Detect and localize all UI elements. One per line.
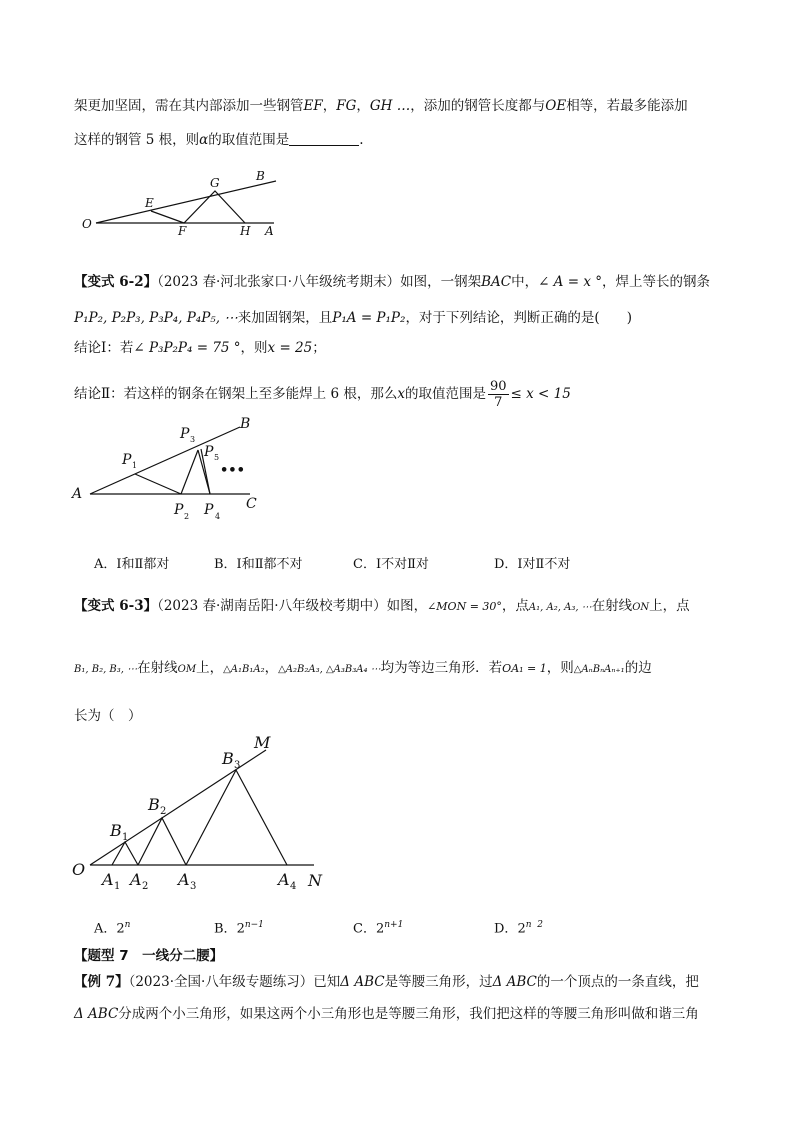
text-line (74, 1004, 699, 1024)
text: ，点 (501, 598, 529, 614)
text: 上， (196, 660, 224, 676)
text: 来加固钢架，且 (237, 310, 333, 326)
subscript-5: 5 (214, 453, 220, 462)
text: 在射线 (137, 660, 178, 676)
text-line (74, 972, 699, 992)
text: 结论Ⅰ：若 (74, 340, 134, 356)
subscript-3: 3 (190, 435, 196, 444)
text-line (74, 272, 710, 292)
subscript-1: 1 (114, 881, 121, 890)
math: OE (545, 98, 567, 114)
label-a2: A (130, 870, 142, 889)
text: ， (356, 98, 370, 114)
option-letter: A． (94, 921, 117, 937)
option-a[interactable] (94, 916, 130, 938)
label-b2: B (148, 795, 160, 814)
text: ，则 (546, 660, 574, 676)
text: ， (322, 98, 337, 114)
math: ≤ x < 15 (510, 386, 571, 402)
text: 是等腰三角形，过 (384, 974, 493, 990)
math: 2 (116, 921, 125, 937)
label-b: B (240, 416, 251, 432)
text: 结论Ⅱ：若这样的钢条在钢架上至多能焊上 6 根，那么 (74, 386, 398, 402)
label-a3: A (178, 870, 190, 889)
math: ∠ A = x ° (538, 274, 602, 290)
subscript-4: 4 (290, 881, 297, 890)
label-b1: B (110, 821, 122, 840)
text: 均为等边三角形．若 (380, 660, 503, 676)
variant-tag: 【变式 6-3】 (74, 598, 158, 614)
text: ； (312, 340, 326, 356)
subscript-1: 1 (132, 461, 138, 470)
math: △A₂B₂A₃, △A₃B₃A₄ ⋯ (278, 664, 381, 675)
text-line (74, 374, 571, 414)
text: （2023 春·河北张家口·八年级统考期末）如图，一钢架 (157, 274, 482, 290)
text: ， (264, 660, 279, 676)
math: ON (632, 602, 650, 613)
option-b[interactable] (214, 916, 264, 938)
text: （2023 春·湖南岳阳·八年级校考期中）如图， (157, 598, 428, 614)
ellipsis-dots: ••• (220, 463, 245, 478)
label-g: G (210, 176, 220, 190)
text: 的边 (624, 660, 652, 676)
math: BAC (481, 274, 512, 290)
math: FG (336, 98, 357, 114)
text-line (74, 308, 632, 328)
text: 架更加坚固，需在其内部添加一些钢管 (74, 98, 304, 114)
option-a[interactable]: A．Ⅰ和Ⅱ都对 (94, 557, 170, 572)
denominator: 7 (494, 395, 503, 410)
label-a: A (72, 486, 83, 502)
option-b[interactable]: B．Ⅰ和Ⅱ都不对 (214, 557, 303, 572)
fraction (488, 379, 509, 410)
triangle-a2b2a3 (138, 818, 186, 865)
exponent: n (124, 920, 131, 930)
triangle-a3b3a4 (186, 770, 287, 865)
label-o: O (82, 217, 92, 231)
numerator: 90 (489, 379, 507, 394)
math: x (397, 386, 405, 402)
bar-p2p3 (181, 450, 198, 494)
subscript-4: 4 (215, 512, 221, 521)
label-b: B (256, 169, 265, 183)
math: P₁P₂, P₂P₃, P₃P₄, P₄P₅, ⋯ (74, 310, 238, 326)
label-h: H (240, 224, 251, 238)
math: P₁A = P₁P₂ (332, 310, 406, 326)
label-p5: P (204, 444, 214, 460)
math: A₁, A₂, A₃, ⋯ (528, 602, 592, 613)
math: Δ ABC (492, 974, 537, 990)
text: ，对于下列结论，判断正确的是( ) (405, 310, 632, 326)
text: 的一个顶点的一条直线，把 (536, 974, 699, 990)
exponent: n 2 (525, 920, 543, 930)
math: B₁, B₂, B₃, ⋯ (74, 664, 138, 675)
label-n: N (308, 871, 322, 890)
text: 上，点 (649, 598, 690, 614)
label-p4: P (204, 502, 214, 518)
label-c: C (246, 496, 257, 512)
label-f: F (178, 224, 187, 238)
text: 分成两个小三角形，如果这两个小三角形也是等腰三角形，我们把这样的等腰三角形叫做和谐三角 (118, 1006, 699, 1022)
triangle-a1b1a2 (112, 842, 138, 865)
math: OM (177, 664, 197, 675)
math: EF (303, 98, 323, 114)
math: 2 (236, 921, 245, 937)
text: 在射线 (591, 598, 633, 614)
math: 2 (517, 921, 526, 937)
variant-tag: 【变式 6-2】 (74, 274, 158, 290)
text-line (74, 596, 690, 618)
figure-steel-frame-bac (68, 412, 278, 527)
text: 长为（ ） (74, 708, 142, 724)
subscript-2: 2 (184, 512, 190, 521)
ray-ob (96, 181, 276, 223)
text: 这样的钢管 5 根，则 (74, 132, 200, 148)
exponent: n+1 (384, 920, 404, 930)
math: △AₙBₙAₙ₊₁ (573, 664, 625, 675)
answer-blank (289, 131, 359, 146)
subscript-3: 3 (190, 881, 197, 890)
text: 的取值范围是 (404, 386, 486, 402)
label-b3: B (222, 749, 234, 768)
option-letter: B． (214, 921, 237, 937)
label-a: A (265, 224, 274, 238)
option-c[interactable]: C．Ⅰ不对Ⅱ对 (353, 557, 429, 572)
subscript-3: 3 (234, 760, 241, 771)
math: Δ ABC (340, 974, 385, 990)
text-line (74, 96, 688, 116)
text: 的取值范围是 (208, 132, 290, 148)
math: GH … (369, 98, 411, 114)
example-tag: 【例 7】 (74, 974, 129, 990)
exponent: n−1 (244, 920, 264, 930)
subscript-2: 2 (160, 806, 167, 817)
option-letter: C． (353, 921, 376, 937)
label-e: E (145, 196, 154, 210)
figure-equilateral-triangles (68, 730, 348, 890)
label-p3: P (180, 426, 190, 442)
option-c[interactable] (353, 916, 403, 938)
subscript-1: 1 (122, 832, 129, 843)
option-d[interactable]: D．Ⅰ对Ⅱ不对 (494, 557, 571, 572)
math: ∠ P₃P₂P₄ = 75 ° (133, 340, 241, 356)
text: ，添加的钢管长度都与 (410, 98, 546, 114)
math: 2 (375, 921, 385, 937)
label-p1: P (122, 452, 132, 468)
text: . (359, 132, 364, 148)
label-a1: A (102, 870, 114, 889)
text-line (74, 130, 364, 150)
math: △A₁B₁A₂ (223, 664, 265, 675)
option-letter: D． (494, 921, 518, 937)
text: ，则 (240, 340, 268, 356)
text-line (74, 338, 326, 358)
math: ∠MON = 30° (427, 600, 502, 613)
math: OA₁ = 1 (502, 662, 547, 675)
text-line (74, 706, 142, 726)
subscript-2: 2 (142, 881, 149, 890)
option-d[interactable] (494, 916, 543, 938)
figure-angle-steel-pipes (74, 165, 294, 240)
bar-p1p2 (135, 474, 181, 494)
math: x = 25 (267, 340, 313, 356)
math: Δ ABC (74, 1006, 119, 1022)
label-p2: P (174, 502, 184, 518)
label-o: O (72, 860, 86, 879)
text: （2023·全国·八年级专题练习）已知 (128, 974, 341, 990)
label-m: M (254, 733, 271, 752)
text: 相等，若最多能添加 (566, 98, 688, 114)
section-heading: 【题型 7 一线分二腰】 (74, 948, 224, 964)
text: 中， (511, 274, 539, 290)
label-a4: A (278, 870, 290, 889)
math: α (199, 132, 209, 148)
text-line (74, 658, 652, 680)
text: ，焊上等长的钢条 (601, 274, 710, 290)
